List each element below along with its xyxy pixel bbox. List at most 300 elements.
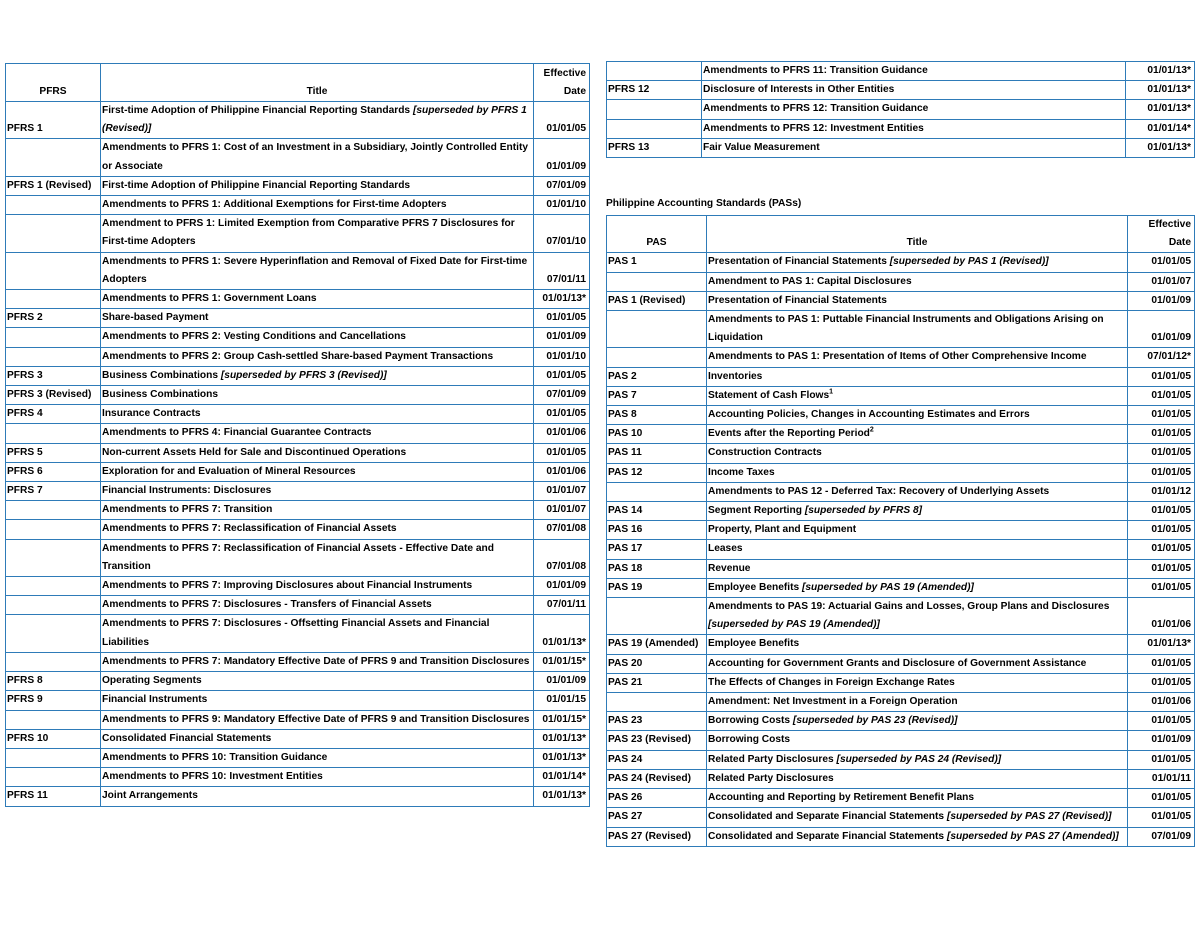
pas-date-header <box>1128 216 1195 253</box>
title-text: Presentation of Financial Statements <box>708 256 887 268</box>
title-text: First-time Adoption of Philippine Financial Reporting Standards <box>102 179 411 191</box>
standard-title <box>702 119 1126 138</box>
pas-code-header: PAS <box>607 216 707 253</box>
standard-code <box>607 253 707 272</box>
table-row <box>6 176 590 195</box>
effective-date: 01/01/11 <box>1128 769 1195 788</box>
effective-date: 01/01/07 <box>534 501 590 520</box>
table-row <box>6 672 590 691</box>
standard-title <box>707 654 1128 673</box>
standard-code <box>6 691 101 710</box>
title-text: Disclosure of Interests in Other Entities <box>703 84 895 96</box>
effective-date: 07/01/08 <box>534 539 590 576</box>
superseded-note: [superseded by PFRS 3 (Revised)] <box>220 369 387 381</box>
standard-code <box>6 672 101 691</box>
standard-code <box>6 501 101 520</box>
effective-date: 01/01/05 <box>534 366 590 385</box>
standard-title <box>101 482 534 501</box>
title-text: Amendments to PFRS 12: Transition Guidance <box>703 103 929 115</box>
standard-code <box>6 366 101 385</box>
standard-code <box>607 808 707 827</box>
table-row <box>607 81 1195 100</box>
code-text: PAS 11 <box>608 447 642 459</box>
table-row <box>607 635 1195 654</box>
standard-title <box>101 139 534 176</box>
code-text: PAS 14 <box>608 505 643 517</box>
code-text: PAS 26 <box>608 792 643 804</box>
standard-code <box>6 729 101 748</box>
standard-title <box>101 215 534 252</box>
code-text: PFRS 11 <box>7 790 48 802</box>
standard-code <box>607 272 707 291</box>
standard-title <box>707 731 1128 750</box>
standard-code <box>607 789 707 808</box>
effective-date: 01/01/06 <box>534 462 590 481</box>
standard-code <box>6 577 101 596</box>
table-row <box>607 138 1195 157</box>
standard-code <box>6 615 101 652</box>
standard-code <box>6 102 101 139</box>
table-row <box>6 196 590 215</box>
standard-title <box>101 596 534 615</box>
table-row <box>607 406 1195 425</box>
effective-date: 01/01/05 <box>1128 540 1195 559</box>
title-text: Segment Reporting <box>708 505 802 517</box>
standard-title <box>707 482 1128 501</box>
title-text: Amendment to PFRS 1: Limited Exemption from Comparative PFRS 7 Disclosures for First-time Adopters <box>102 218 515 248</box>
code-text: PFRS 3 (Revised) <box>7 389 92 401</box>
effective-date: 01/01/05 <box>534 102 590 139</box>
standard-title <box>707 598 1128 635</box>
table-row <box>607 482 1195 501</box>
standard-title <box>101 443 534 462</box>
title-text: Insurance Contracts <box>102 408 201 420</box>
table-row <box>6 462 590 481</box>
standard-title <box>101 652 534 671</box>
code-text: PFRS 13 <box>608 141 650 153</box>
effective-date: 07/01/10 <box>534 215 590 252</box>
standard-title <box>707 272 1128 291</box>
standard-title <box>707 827 1128 846</box>
effective-date: 01/01/05 <box>1128 654 1195 673</box>
effective-date: 01/01/14* <box>1126 119 1195 138</box>
title-text: Borrowing Costs <box>708 734 791 746</box>
standard-code <box>6 347 101 366</box>
title-text: Financial Instruments: Disclosures <box>102 485 272 497</box>
title-text: Related Party Disclosures <box>708 772 834 784</box>
effective-date: 01/01/05 <box>1128 578 1195 597</box>
title-text: Related Party Disclosures <box>708 753 834 765</box>
effective-date: 01/01/13* <box>534 729 590 748</box>
standard-code <box>607 138 702 157</box>
effective-date: 01/01/09 <box>534 577 590 596</box>
standard-title <box>707 693 1128 712</box>
table-row <box>607 750 1195 769</box>
standard-code <box>607 502 707 521</box>
superseded-note: [superseded by PAS 19 (Amended)] <box>708 619 880 631</box>
effective-date: 01/01/13* <box>1126 138 1195 157</box>
code-text: PFRS 2 <box>7 312 43 324</box>
standard-title <box>101 328 534 347</box>
table-row <box>6 482 590 501</box>
effective-date: 01/01/05 <box>1128 789 1195 808</box>
table-row <box>6 520 590 539</box>
standard-code <box>6 652 101 671</box>
title-text: Non-current Assets Held for Sale and Discontinued Operations <box>102 446 407 458</box>
standard-title <box>101 501 534 520</box>
standard-code <box>6 215 101 252</box>
table-row <box>6 405 590 424</box>
table-row <box>607 673 1195 692</box>
standard-code <box>6 176 101 195</box>
superseded-note: [superseded by PAS 19 (Amended)] <box>802 581 974 593</box>
title-text: Accounting for Government Grants and Disclosure of Government Assistance <box>708 657 1087 669</box>
title-text: Consolidated and Separate Financial Statements <box>708 811 945 823</box>
title-text: Leases <box>708 543 743 555</box>
title-text: Joint Arrangements <box>102 790 198 802</box>
effective-date: 07/01/09 <box>534 176 590 195</box>
superseded-note: [superseded by PAS 27 (Amended)] <box>946 830 1119 842</box>
title-text: Amendments to PFRS 12: Investment Entities <box>703 122 924 134</box>
standard-title <box>707 559 1128 578</box>
standard-title <box>101 176 534 195</box>
standard-title <box>702 100 1126 119</box>
standard-title <box>707 635 1128 654</box>
table-row <box>607 425 1195 444</box>
table-row <box>6 729 590 748</box>
pas-title-header: Title <box>707 216 1128 253</box>
standard-code <box>6 768 101 787</box>
code-text: PAS 8 <box>608 409 637 421</box>
standard-title <box>707 406 1128 425</box>
standard-code <box>607 291 707 310</box>
table-row <box>607 444 1195 463</box>
footnote-marker: 2 <box>869 426 874 434</box>
pfrs-code-header: PFRS <box>6 64 101 102</box>
code-text: PAS 24 <box>608 753 643 765</box>
standard-title <box>707 367 1128 386</box>
title-text: Amendments to PFRS 7: Transition <box>102 504 273 516</box>
date-header-line1: Effective <box>543 67 586 79</box>
effective-date: 01/01/05 <box>1128 750 1195 769</box>
table-row <box>607 119 1195 138</box>
pfrs-table <box>5 63 590 807</box>
effective-date: 07/01/11 <box>534 596 590 615</box>
standard-code <box>6 386 101 405</box>
standard-title <box>707 808 1128 827</box>
pas-header-row <box>607 216 1195 253</box>
code-text: PAS 1 <box>608 256 637 268</box>
effective-date: 01/01/09 <box>534 672 590 691</box>
code-text: PFRS 6 <box>7 465 43 477</box>
effective-date: 01/01/13* <box>1128 635 1195 654</box>
effective-date: 01/01/06 <box>1128 693 1195 712</box>
date-header-line1: Effective <box>1148 219 1191 230</box>
standard-title <box>702 81 1126 100</box>
title-text: Accounting Policies, Changes in Accounting Estimates and Errors <box>708 409 1030 421</box>
standard-code <box>6 596 101 615</box>
standard-title <box>101 672 534 691</box>
footnote-marker: 1 <box>829 388 834 396</box>
standard-title <box>707 444 1128 463</box>
effective-date: 01/01/13* <box>1126 62 1195 81</box>
code-text: PAS 7 <box>608 389 637 401</box>
standard-code <box>607 559 707 578</box>
effective-date: 01/01/13* <box>534 748 590 767</box>
table-row <box>607 502 1195 521</box>
standard-title <box>707 502 1128 521</box>
standard-title <box>101 196 534 215</box>
standard-title <box>101 710 534 729</box>
code-text: PAS 1 (Revised) <box>608 294 686 306</box>
title-text: Amendment: Net Investment in a Foreign Operation <box>708 696 958 708</box>
code-text: PFRS 8 <box>7 675 43 687</box>
table-row <box>6 443 590 462</box>
code-text: PFRS 4 <box>7 408 43 420</box>
standard-code <box>607 367 707 386</box>
standard-title <box>707 253 1128 272</box>
standard-code <box>6 443 101 462</box>
table-row <box>607 693 1195 712</box>
effective-date: 01/01/09 <box>534 328 590 347</box>
effective-date: 01/01/05 <box>534 309 590 328</box>
standard-title <box>101 102 534 139</box>
code-text: PFRS 3 <box>7 369 43 381</box>
title-text: Amendments to PAS 1: Puttable Financial Instruments and Obligations Arising on Liquidation <box>708 314 1104 344</box>
title-text: Statement of Cash Flows <box>708 389 830 401</box>
effective-date: 01/01/05 <box>1128 559 1195 578</box>
standard-title <box>707 673 1128 692</box>
standard-title <box>101 405 534 424</box>
code-text: PAS 17 <box>608 543 643 555</box>
superseded-note: [superseded by PAS 24 (Revised)] <box>836 753 1002 765</box>
title-text: Amendments to PFRS 4: Financial Guarantee Contracts <box>102 427 372 439</box>
pfrs-title-header: Title <box>101 64 534 102</box>
standard-title <box>101 424 534 443</box>
title-text: Consolidated and Separate Financial Statements <box>708 830 945 842</box>
code-text: PAS 12 <box>608 466 643 478</box>
title-text: Amendments to PFRS 1: Cost of an Investment in a Subsidiary, Jointly Controlled Entity or Associate <box>102 142 529 172</box>
standard-title <box>101 386 534 405</box>
table-row <box>6 501 590 520</box>
effective-date: 01/01/05 <box>1128 367 1195 386</box>
standard-title <box>707 769 1128 788</box>
table-row <box>6 366 590 385</box>
title-text: Share-based Payment <box>102 312 209 324</box>
standard-code <box>6 462 101 481</box>
code-text: PFRS 12 <box>608 84 650 96</box>
standard-code <box>6 424 101 443</box>
pfrs-date-header <box>534 64 590 102</box>
code-text: PAS 19 <box>608 581 643 593</box>
effective-date: 01/01/06 <box>534 424 590 443</box>
standard-title <box>707 425 1128 444</box>
code-text: PAS 18 <box>608 562 643 574</box>
standard-title <box>101 787 534 806</box>
code-text: PFRS 7 <box>7 485 43 497</box>
title-text: Amendments to PFRS 7: Reclassification of Financial Assets - Effective Date and Transition <box>102 542 494 572</box>
standard-code <box>607 769 707 788</box>
title-text: Amendments to PFRS 11: Transition Guidance <box>703 65 928 76</box>
standard-title <box>707 521 1128 540</box>
standard-title <box>101 539 534 576</box>
standard-code <box>607 693 707 712</box>
effective-date: 07/01/11 <box>534 252 590 289</box>
effective-date: 07/01/12* <box>1128 348 1195 367</box>
effective-date: 01/01/10 <box>534 196 590 215</box>
effective-date: 01/01/15 <box>534 691 590 710</box>
standard-code <box>607 119 702 138</box>
standard-title <box>707 463 1128 482</box>
title-text: Presentation of Financial Statements <box>708 294 887 306</box>
standard-title <box>101 615 534 652</box>
effective-date: 01/01/05 <box>1128 502 1195 521</box>
standard-code <box>607 62 702 81</box>
standard-title <box>707 750 1128 769</box>
effective-date: 01/01/09 <box>534 139 590 176</box>
effective-date: 01/01/05 <box>1128 673 1195 692</box>
table-row <box>607 311 1195 348</box>
title-text: Amendments to PAS 19: Actuarial Gains and Losses, Group Plans and Disclosures <box>708 601 1110 613</box>
standard-code <box>607 444 707 463</box>
standard-title <box>101 748 534 767</box>
title-text: Amendments to PFRS 2: Vesting Conditions and Cancellations <box>102 331 406 343</box>
title-text: Amendments to PFRS 1: Government Loans <box>102 293 317 305</box>
title-text: Amendments to PAS 12 - Deferred Tax: Recovery of Underlying Assets <box>708 485 1050 497</box>
table-row <box>6 386 590 405</box>
effective-date: 01/01/13* <box>1126 81 1195 100</box>
standard-code <box>607 598 707 635</box>
table-row <box>6 252 590 289</box>
title-text: Amendments to PFRS 10: Investment Entities <box>102 771 323 783</box>
effective-date: 01/01/15* <box>534 710 590 729</box>
standard-code <box>6 520 101 539</box>
standard-code <box>607 406 707 425</box>
standard-code <box>607 540 707 559</box>
standard-title <box>707 789 1128 808</box>
table-row <box>607 712 1195 731</box>
standard-code <box>607 750 707 769</box>
pfrs-header-row <box>6 64 590 102</box>
standard-code <box>6 482 101 501</box>
table-row <box>607 731 1195 750</box>
standard-code <box>607 827 707 846</box>
effective-date: 01/01/09 <box>1128 731 1195 750</box>
table-row <box>607 62 1195 81</box>
standard-code <box>6 290 101 309</box>
table-row <box>6 347 590 366</box>
standard-title <box>101 290 534 309</box>
title-text: Amendment to PAS 1: Capital Disclosures <box>708 275 912 287</box>
effective-date: 01/01/05 <box>1128 425 1195 444</box>
title-text: Accounting and Reporting by Retirement Benefit Plans <box>708 792 975 804</box>
title-text: Exploration for and Evaluation of Mineral Resources <box>102 465 356 477</box>
standard-title <box>707 540 1128 559</box>
standard-code <box>607 578 707 597</box>
effective-date: 01/01/15* <box>534 652 590 671</box>
code-text: PAS 20 <box>608 657 643 669</box>
effective-date: 01/01/13* <box>534 290 590 309</box>
date-header-line2: Date <box>563 85 586 97</box>
code-text: PAS 23 <box>608 715 643 727</box>
code-text: PAS 27 (Revised) <box>608 830 692 842</box>
table-row <box>6 539 590 576</box>
effective-date: 01/01/05 <box>1128 444 1195 463</box>
code-text: PAS 16 <box>608 524 643 536</box>
standard-code <box>6 710 101 729</box>
title-text: First-time Adoption of Philippine Financial Reporting Standards <box>102 105 411 116</box>
effective-date: 01/01/05 <box>1128 712 1195 731</box>
standard-code <box>607 425 707 444</box>
table-row <box>607 386 1195 405</box>
standard-title <box>101 347 534 366</box>
standard-code <box>6 539 101 576</box>
table-row <box>607 272 1195 291</box>
effective-date: 01/01/05 <box>1128 386 1195 405</box>
standard-title <box>101 366 534 385</box>
effective-date: 01/01/07 <box>1128 272 1195 291</box>
standard-title <box>101 768 534 787</box>
standard-code <box>607 482 707 501</box>
code-text: PFRS 1 <box>7 123 43 135</box>
standard-code <box>6 252 101 289</box>
effective-date: 01/01/05 <box>1128 406 1195 425</box>
table-row <box>6 748 590 767</box>
effective-date: 01/01/13* <box>534 787 590 806</box>
title-text: Amendments to PFRS 2: Group Cash-settled Share-based Payment Transactions <box>102 350 494 362</box>
code-text: PAS 19 (Amended) <box>608 638 699 650</box>
pas-table <box>606 215 1195 847</box>
standard-title <box>707 291 1128 310</box>
title-text: Business Combinations <box>102 389 219 401</box>
title-text: Operating Segments <box>102 675 202 687</box>
title-text: Consolidated Financial Statements <box>102 732 272 744</box>
title-text: Events after the Reporting Period <box>708 428 870 440</box>
standard-title <box>707 578 1128 597</box>
standard-title <box>101 462 534 481</box>
table-row <box>607 100 1195 119</box>
title-text: Employee Benefits <box>708 581 800 593</box>
superseded-note: [superseded by PAS 23 (Revised)] <box>792 715 958 727</box>
table-row <box>607 769 1195 788</box>
table-row <box>6 691 590 710</box>
effective-date: 01/01/10 <box>534 347 590 366</box>
pas-section-title: Philippine Accounting Standards (PASs) <box>606 198 802 209</box>
table-row <box>607 348 1195 367</box>
superseded-note: [superseded by PAS 27 (Revised)] <box>946 811 1112 823</box>
standard-code <box>607 635 707 654</box>
table-row <box>607 654 1195 673</box>
standard-code <box>6 405 101 424</box>
standard-title <box>707 311 1128 348</box>
table-row <box>6 328 590 347</box>
standard-code <box>607 81 702 100</box>
title-text: Borrowing Costs <box>708 715 791 727</box>
code-text: PFRS 5 <box>7 446 43 458</box>
effective-date: 01/01/05 <box>534 443 590 462</box>
table-row <box>607 559 1195 578</box>
title-text: Amendments to PFRS 7: Reclassification of Financial Assets <box>102 523 397 535</box>
title-text: Employee Benefits <box>708 638 800 650</box>
table-row <box>6 577 590 596</box>
standard-code <box>6 748 101 767</box>
standard-code <box>607 386 707 405</box>
standard-title <box>101 691 534 710</box>
title-text: Amendments to PFRS 7: Mandatory Effective Date of PFRS 9 and Transition Disclosures <box>102 655 530 667</box>
standard-code <box>607 348 707 367</box>
table-row <box>607 598 1195 635</box>
standard-code <box>607 712 707 731</box>
